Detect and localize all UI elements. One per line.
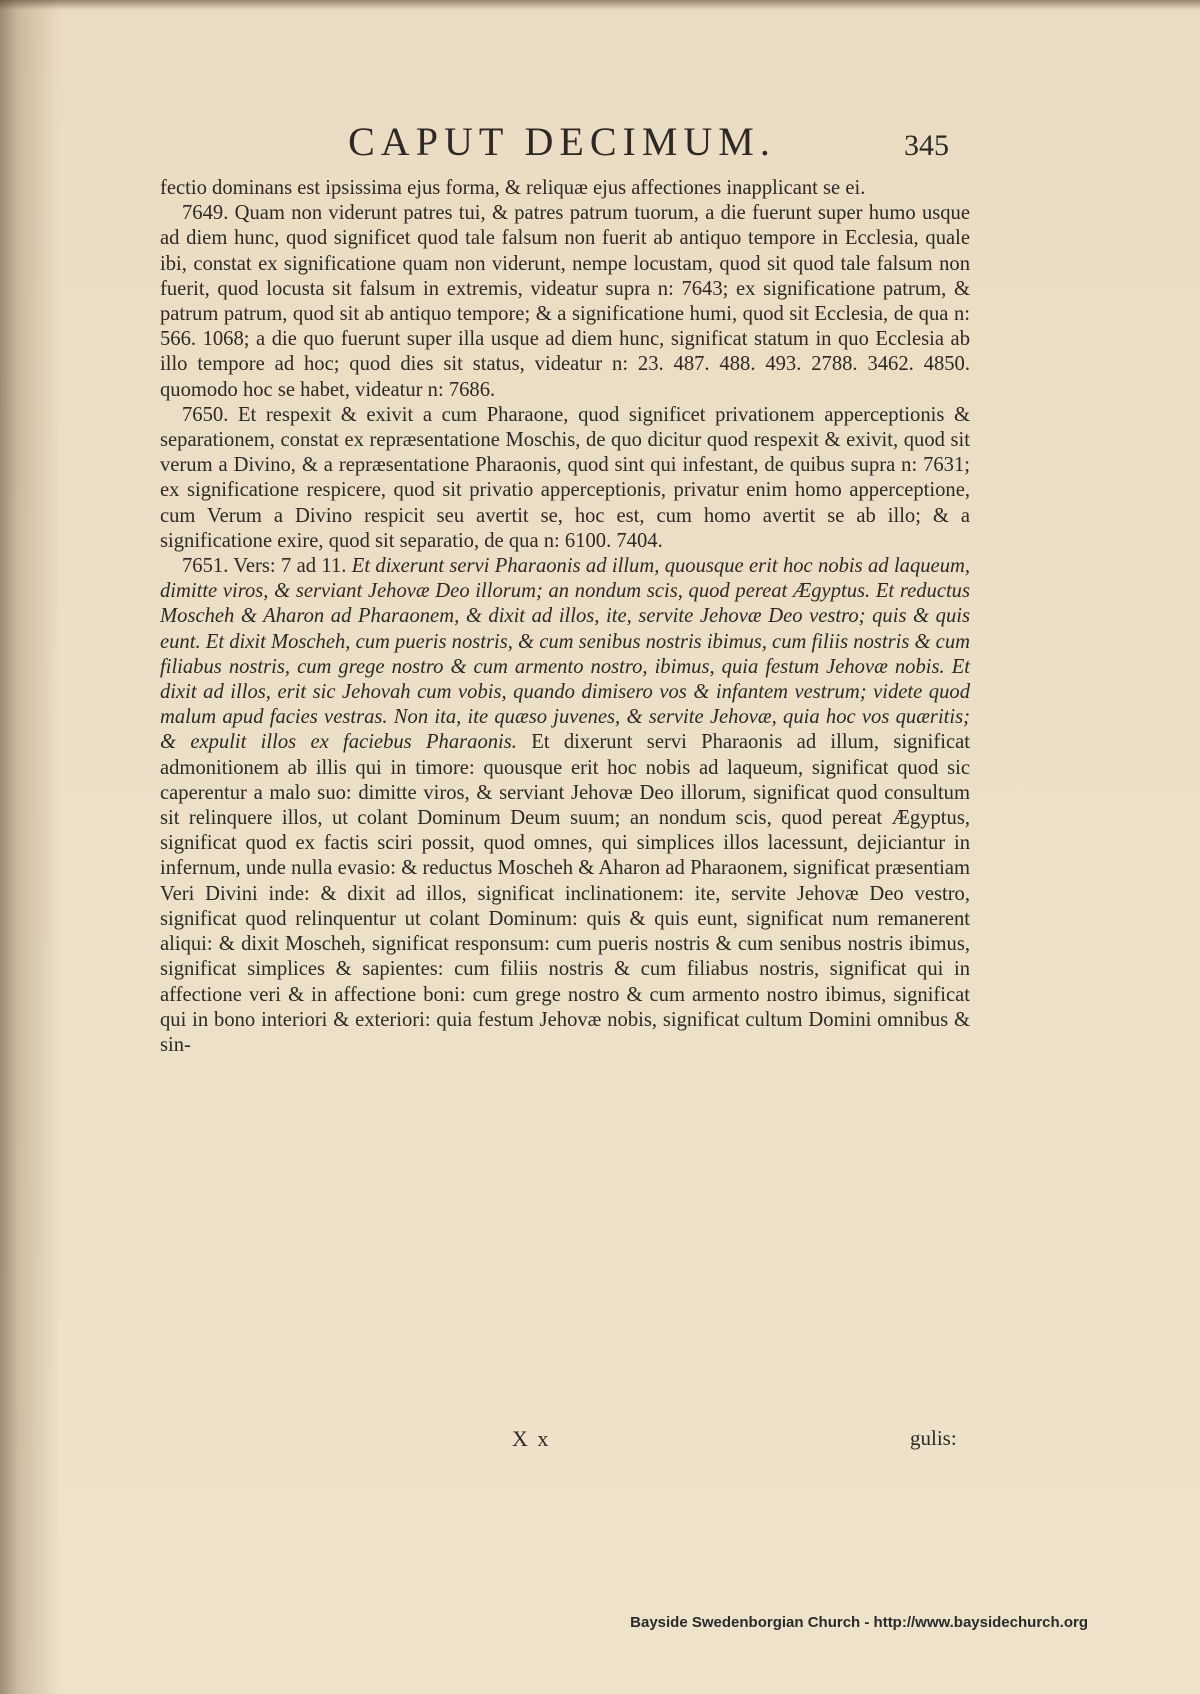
paragraph-7649: 7649. Quam non viderunt patres tui, & patres patrum tuorum, a die fuerunt super humo usque ad diem hunc, quod significet quod tale falsum non fuerit ab antiquo tempore in Ecclesia, quale ibi, constat ex significatione quam non viderunt, nempe locustam, quod sit quod tale falsum non fuerit, quod locusta sit falsum in extremis, videatur supra n: 7643; ex significatione patrum, & patrum patrum, quod sit ab antiquo tempore; & a significatione humi, quod sit Ecclesia, de qua n: 566. 1068; a die quo fuerunt super illa usque ad diem hunc, significat statum in quo Ecclesia ab illo tempore ad hoc; quod dies sit status, videatur n: 23. 487. 488. 493. 2788. 3462. 4850. quomodo hoc se habet, videatur n: 7686.: [160, 202, 970, 401]
paragraph-exposition: Et dixerunt servi Pharaonis ad illum, significat admonitionem ab illis qui in timore: quousque erit hoc nobis ad laqueum, significat quod sic caperentur a malo suo: dimitte viros, & serviant Jehovæ Deo illorum, significat quod consultum sit relinquere illos, ut colant Dominum Deum suum; an nondum scis, quod pereat Ægyptus, significat quod ex factis sciri possit, quod omnes, qui simplices illos lacessunt, dejiciantur in infernum, unde nulla evasio: & reductus Moscheh & Aharon ad Pharaonem, significat præsentiam Veri Divini inde: & dixit ad illos, significat inclinationem: ite, servite Jehovæ Deo vestro, significat quod relinquentur ut colant Dominum: quis & quis eunt, significat num remanerent aliqui: & dixit Moscheh, significat responsum: cum pueris nostris & cum senibus nostris ibimus, significat simplices & sapientes: cum filiis nostris & cum filiabus nostris, significat qui in affectione veri & in affectione boni: cum grege nostro & cum armento nostro ibimus, significat qui in bono interiori & exteriori: quia festum Jehovæ nobis, significat cultum Domini omnibus & sin-: [160, 731, 970, 1056]
paragraph-lead: 7651. Vers: 7 ad 11.: [182, 555, 347, 578]
signature-mark: X x: [512, 1426, 551, 1451]
page-number: 345: [904, 129, 949, 162]
paragraph-7650: 7650. Et respexit & exivit a cum Pharaone, quod significet privationem apperceptionis & separationem, constat ex repræsentatione Moschis, de quo dicitur quod respexit & exivit, quod sit verum a Divino, & a repræsentatione Pharaonis, quod sint qui infestant, de quibus supra n: 7631; ex significatione respicere, quod sit privatio apperceptionis, privatur enim homo apperceptione, cum Verum a Divino respicit seu avertit se, hoc est, cum homo avertit se ab illo; & a significatione exire, quod sit separatio, de qua n: 6100. 7404.: [160, 403, 970, 552]
catchword: gulis:: [910, 1426, 957, 1450]
watermark-credit: Bayside Swedenborgian Church - http://www.baysidechurch.org: [630, 1614, 1088, 1631]
page-header: [160, 112, 960, 172]
scripture-quote: Et dixerunt servi Pharaonis ad illum, quousque erit hoc nobis ad laqueum, dimitte viros, & serviant Jehovæ Deo illorum; an nondum scis, quod pereat Ægyptus. Et reductus Moscheh & Aharon ad Pharaonem, & dixit ad illos, ite, servite Jehovæ Deo vestro; quis & quis eunt. Et dixit Moscheh, cum pueris nostris, & cum senibus nostris ibimus, cum filiis nostris & cum filiabus nostris, cum grege nostro & cum armento nostro, ibimus, quia festum Jehovæ nobis. Et dixit ad illos, erit sic Jehovah cum vobis, quando dimisero vos & infantem vestrum; videte quod malum apud facies vestras. Non ita, ite quæso juvenes, & servite Jehovæ, quia hoc vos quæritis; & expulit illos ex faciebus Pharaonis.: [160, 555, 971, 754]
page-edge-shadow: [0, 0, 1200, 10]
paragraph-7651: [160, 554, 970, 1058]
running-title: CAPUT DECIMUM.: [348, 119, 776, 164]
paragraph-continuation: fectio dominans est ipsissima ejus forma, & reliquæ ejus affectiones inapplicant se ei.: [160, 177, 866, 199]
body-text: [160, 176, 970, 1058]
